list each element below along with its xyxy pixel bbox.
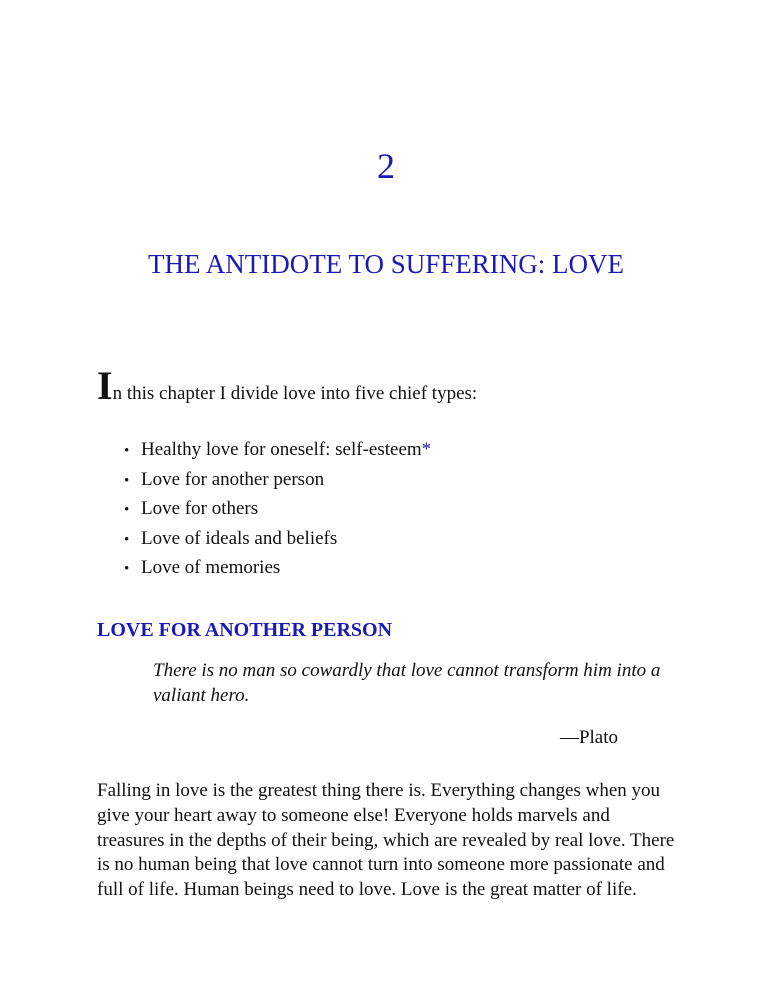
bullet-icon: • bbox=[124, 443, 130, 459]
list-item-label: Love of memories bbox=[141, 557, 281, 578]
intro-paragraph bbox=[97, 363, 478, 408]
bullet-icon: • bbox=[124, 531, 130, 548]
epigraph-quote: There is no man so cowardly that love cannot transform him into a valiant hero. bbox=[153, 660, 661, 706]
chapter-title: THE ANTIDOTE TO SUFFERING: LOVE bbox=[148, 249, 624, 279]
body-line: full of life. Human beings need to love. Love is the great matter of life. bbox=[97, 879, 637, 901]
list-item-label: Love for others bbox=[141, 498, 259, 519]
bullet-icon: • bbox=[124, 472, 130, 489]
list-item bbox=[124, 554, 431, 584]
body-line: is no human being that love cannot turn into someone more passionate and bbox=[97, 854, 665, 876]
list-item-label: Healthy love for oneself: self-esteem bbox=[141, 439, 422, 460]
list-item bbox=[124, 436, 431, 466]
section-heading: LOVE FOR ANOTHER PERSON bbox=[97, 619, 393, 641]
chapter-number: 2 bbox=[377, 146, 395, 186]
body-paragraph bbox=[97, 779, 677, 903]
body-line: treasures in the depths of their being, which are revealed by real love. There bbox=[97, 829, 675, 851]
list-item bbox=[124, 525, 431, 555]
drop-cap: I bbox=[97, 363, 113, 408]
footnote-marker[interactable]: * bbox=[421, 439, 432, 460]
bullet-icon: • bbox=[124, 502, 130, 518]
body-line: give your heart away to someone else! Everyone holds marvels and bbox=[97, 804, 610, 826]
love-types-list bbox=[124, 436, 431, 584]
epigraph-attribution: —Plato bbox=[559, 727, 618, 748]
body-line: Falling in love is the greatest thing there is. Everything changes when you bbox=[97, 780, 661, 801]
list-item bbox=[124, 495, 431, 525]
intro-text: n this chapter I divide love into five chief types: bbox=[112, 383, 478, 404]
list-item-label: Love of ideals and beliefs bbox=[141, 527, 338, 549]
list-item bbox=[124, 466, 431, 496]
bullet-icon: • bbox=[124, 561, 130, 577]
list-item-label: Love for another person bbox=[141, 468, 325, 490]
